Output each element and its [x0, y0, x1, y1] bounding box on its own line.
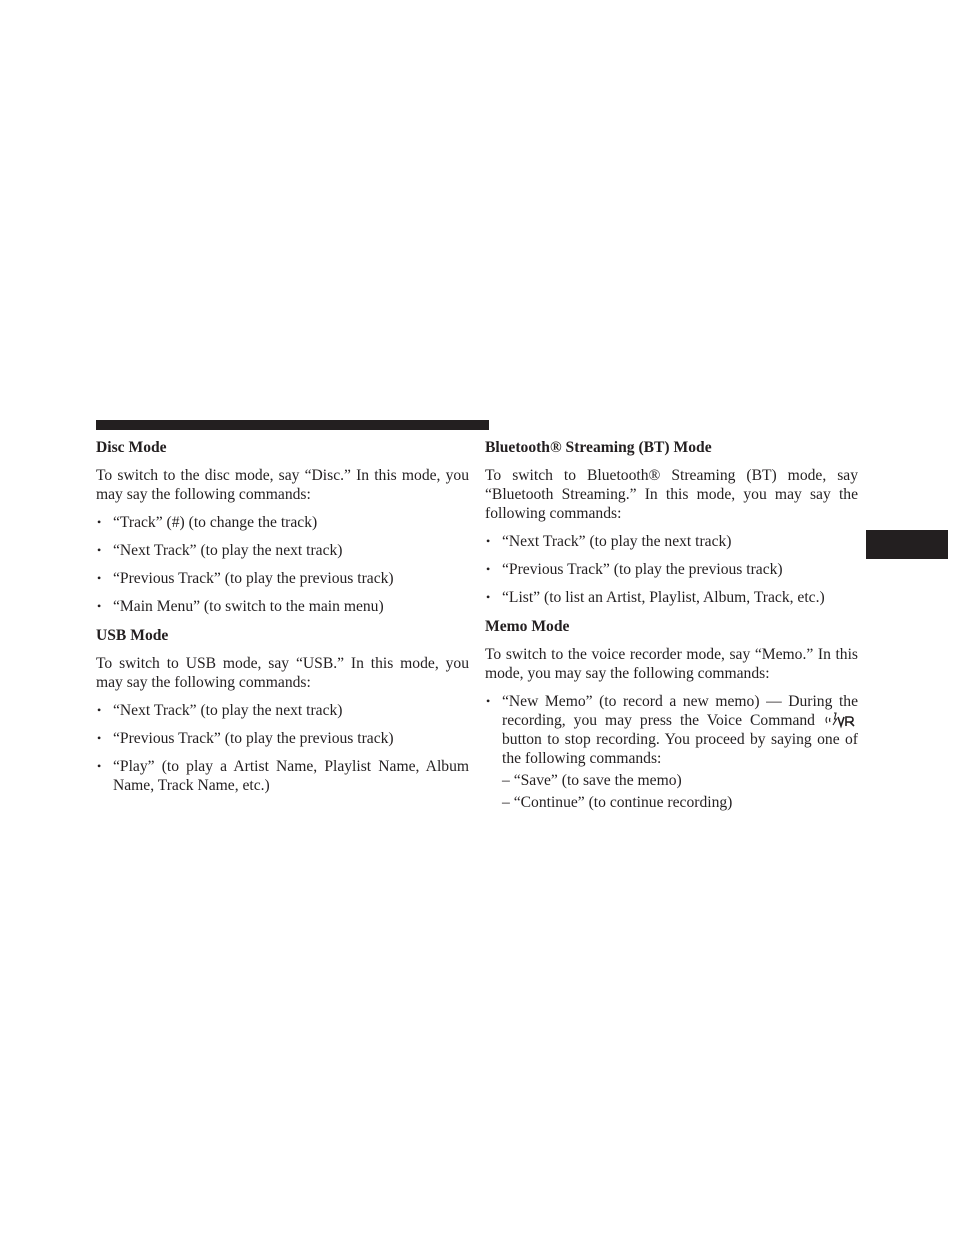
memo-sub-commands	[502, 771, 858, 812]
bullet-icon: •	[486, 590, 491, 604]
disc-mode-commands	[96, 513, 469, 616]
bullet-icon: •	[97, 599, 102, 613]
bullet-icon: •	[97, 703, 102, 717]
list-item-text: “Next Track” (to play the next track)	[113, 702, 343, 719]
left-column	[96, 437, 469, 804]
memo-mode-section	[485, 616, 858, 812]
list-item-text: “Main Menu” (to switch to the main menu)	[113, 598, 384, 615]
disc-mode-heading: Disc Mode	[96, 439, 167, 456]
disc-mode-intro: To switch to the disc mode, say “Disc.” In this mode, you may say the following commands:	[96, 467, 469, 503]
usb-mode-section	[96, 625, 469, 795]
list-item	[96, 513, 469, 532]
list-item-text: “Track” (#) (to change the track)	[113, 514, 318, 531]
sub-list-item: – “Save” (to save the memo)	[502, 772, 682, 789]
list-item-text: “Next Track” (to play the next track)	[502, 533, 732, 550]
list-item	[96, 569, 469, 588]
bullet-icon: •	[97, 543, 102, 557]
bullet-icon: •	[486, 562, 491, 576]
list-item-text: “Previous Track” (to play the previous track)	[502, 561, 783, 578]
list-item	[485, 560, 858, 579]
bullet-icon: •	[486, 694, 491, 708]
bt-mode-commands	[485, 532, 858, 607]
list-item	[96, 597, 469, 616]
section-tab	[866, 530, 948, 559]
list-item	[485, 588, 858, 607]
list-item-text: “Previous Track” (to play the previous track)	[113, 570, 394, 587]
right-column	[485, 437, 858, 821]
new-memo-text-before: “New Memo” (to record a new memo) — During the recording, you may press the Voice Command	[502, 693, 858, 729]
list-item-text: “Play” (to play a Artist Name, Playlist Name, Album Name, Track Name, etc.)	[113, 758, 469, 794]
sub-list-item: – “Continue” (to continue recording)	[502, 794, 733, 811]
bullet-icon: •	[97, 759, 102, 773]
list-item-text: “Previous Track” (to play the previous track)	[113, 730, 394, 747]
list-item	[96, 541, 469, 560]
bt-mode-section	[485, 437, 858, 607]
header-rule	[96, 420, 489, 430]
memo-mode-commands	[485, 692, 858, 812]
list-item-text: “List” (to list an Artist, Playlist, Album, Track, etc.)	[502, 589, 825, 606]
bt-mode-intro: To switch to Bluetooth® Streaming (BT) mode, say “Bluetooth Streaming.” In this mode, you may say the following commands:	[485, 467, 858, 522]
bullet-icon: •	[97, 515, 102, 529]
bullet-icon: •	[486, 534, 491, 548]
usb-mode-heading: USB Mode	[96, 627, 169, 644]
list-item	[485, 692, 858, 812]
list-item	[96, 757, 469, 795]
list-item	[96, 701, 469, 720]
disc-mode-section	[96, 437, 469, 616]
list-item	[485, 532, 858, 551]
list-item	[96, 729, 469, 748]
memo-mode-intro: To switch to the voice recorder mode, say “Memo.” In this mode, you may say the following commands:	[485, 646, 858, 682]
bullet-icon: •	[97, 731, 102, 745]
bt-mode-heading: Bluetooth® Streaming (BT) Mode	[485, 439, 712, 456]
new-memo-text-after: button to stop recording. You proceed by saying one of the following commands:	[502, 731, 858, 767]
usb-mode-intro: To switch to USB mode, say “USB.” In this mode, you may say the following commands:	[96, 655, 469, 691]
voice-command-vr-icon	[823, 711, 857, 729]
usb-mode-commands	[96, 701, 469, 795]
memo-mode-heading: Memo Mode	[485, 618, 570, 635]
bullet-icon: •	[97, 571, 102, 585]
list-item-text: “Next Track” (to play the next track)	[113, 542, 343, 559]
